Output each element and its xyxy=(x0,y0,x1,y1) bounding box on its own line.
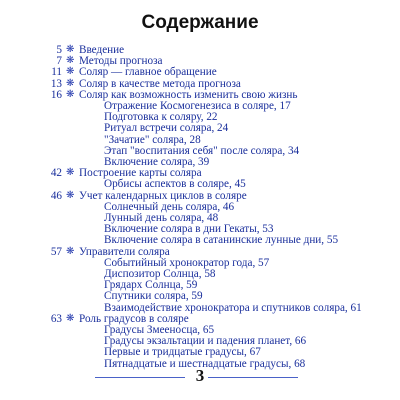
ornament-star-icon: ❋ xyxy=(66,245,75,257)
toc-entry-sub xyxy=(0,279,400,291)
toc-entry-main xyxy=(0,55,400,67)
toc-subtitle: Грядарх Солнца, 59 xyxy=(104,279,198,292)
toc-subtitle: Включение соляра в дни Гекаты, 53 xyxy=(104,223,274,236)
toc-subtitle: Первые и тридцатые градусы, 67 xyxy=(104,346,261,359)
toc-entry-main xyxy=(0,78,400,90)
toc-subtitle: Ритуал встречи соляра, 24 xyxy=(104,122,229,135)
toc-entry-sub xyxy=(0,134,400,146)
toc-title: Введение xyxy=(79,44,125,56)
toc-entry-main xyxy=(0,167,400,179)
toc-entry-sub xyxy=(0,335,400,347)
toc-title: Соляр — главное обращение xyxy=(79,66,217,79)
toc-subtitle: Лунный день соляра, 48 xyxy=(104,212,219,224)
toc-title: Управители соляра xyxy=(79,245,170,258)
toc-entry-sub xyxy=(0,100,400,112)
toc-entry-main xyxy=(0,313,400,325)
toc-subtitle: Солнечный день соляра, 46 xyxy=(104,200,235,213)
toc-page-number: 63 xyxy=(50,312,62,325)
toc-entry-sub xyxy=(0,346,400,358)
toc-page-number: 7 xyxy=(56,55,62,68)
ornament-star-icon: ❋ xyxy=(66,55,75,67)
toc-entry-main xyxy=(0,66,400,78)
ornament-star-icon: ❋ xyxy=(66,88,75,100)
toc-entry-sub xyxy=(0,324,400,336)
toc-entry-sub xyxy=(0,122,400,134)
toc-subtitle: Диспозитор Солнца, 58 xyxy=(104,268,216,280)
toc-subtitle: Пятнадцатые и шестнадцатые градусы, 68 xyxy=(104,357,306,370)
toc-title: Соляр в качестве метода прогноза xyxy=(79,77,241,90)
toc-subtitle: Градусы экзальтации и падения планет, 66 xyxy=(104,335,307,348)
ornament-star-icon: ❋ xyxy=(66,44,75,55)
toc-entry-main xyxy=(0,246,400,258)
toc-entry-main xyxy=(0,89,400,101)
toc-entry-sub xyxy=(0,234,400,246)
toc-entry-sub xyxy=(0,223,400,235)
toc-page-number: 11 xyxy=(51,66,62,79)
toc-entry-sub xyxy=(0,156,400,168)
toc-subtitle: Этап "воспитания себя" после соляра, 34 xyxy=(104,144,300,157)
toc-entry-sub xyxy=(0,201,400,213)
toc-subtitle: Включение соляра в сатанинские лунные дни, 55 xyxy=(104,234,339,247)
toc-entry-sub xyxy=(0,145,400,157)
ornament-star-icon: ❋ xyxy=(66,167,75,179)
toc-subtitle: Орбисы аспектов в соляре, 45 xyxy=(104,178,246,191)
toc-title: Учет календарных циклов в соляре xyxy=(79,189,247,202)
page-title: Содержание xyxy=(141,12,259,33)
ornament-star-icon: ❋ xyxy=(66,66,75,78)
toc-title: Методы прогноза xyxy=(79,55,163,68)
toc-subtitle: Событийный хронократор года, 57 xyxy=(104,256,270,269)
ornament-star-icon: ❋ xyxy=(66,77,75,89)
toc-page-number: 46 xyxy=(50,189,62,202)
toc-entry-sub xyxy=(0,302,400,314)
toc-entry-main xyxy=(0,190,400,202)
toc-page-number: 16 xyxy=(50,88,62,101)
toc-subtitle: Отражение Космогенезиса в соляре, 17 xyxy=(104,100,291,112)
toc-subtitle: Включение соляра, 39 xyxy=(104,156,210,168)
toc-entry-sub xyxy=(0,212,400,224)
toc-subtitle: Подготовка к соляру, 22 xyxy=(104,111,218,124)
toc-entry-sub xyxy=(0,257,400,269)
toc-page-number: 57 xyxy=(50,245,62,258)
ornament-star-icon: ❋ xyxy=(66,189,75,201)
toc-title: Соляр как возможность изменить свою жизнь xyxy=(79,88,298,101)
toc-subtitle: "Зачатие" соляра, 28 xyxy=(104,133,201,146)
toc-title: Построение карты соляра xyxy=(79,167,202,180)
toc-subtitle: Градусы Змееносца, 65 xyxy=(104,324,215,336)
toc-page-number: 13 xyxy=(50,77,62,90)
toc-entry-sub xyxy=(0,178,400,190)
toc-entry-sub xyxy=(0,111,400,123)
toc-subtitle: Взаимодействие хронократора и спутников соляра, 61 xyxy=(104,301,362,314)
toc-page-number: 5 xyxy=(56,44,62,56)
toc-entry-main xyxy=(0,44,400,56)
toc-entry-sub xyxy=(0,268,400,280)
toc-subtitle: Спутники соляра, 59 xyxy=(104,290,203,303)
toc-page-number: 42 xyxy=(50,167,62,180)
toc-title: Роль градусов в соляре xyxy=(79,312,189,325)
page-number: 3 xyxy=(195,366,205,385)
toc-entry-sub xyxy=(0,290,400,302)
ornament-star-icon: ❋ xyxy=(66,312,75,324)
